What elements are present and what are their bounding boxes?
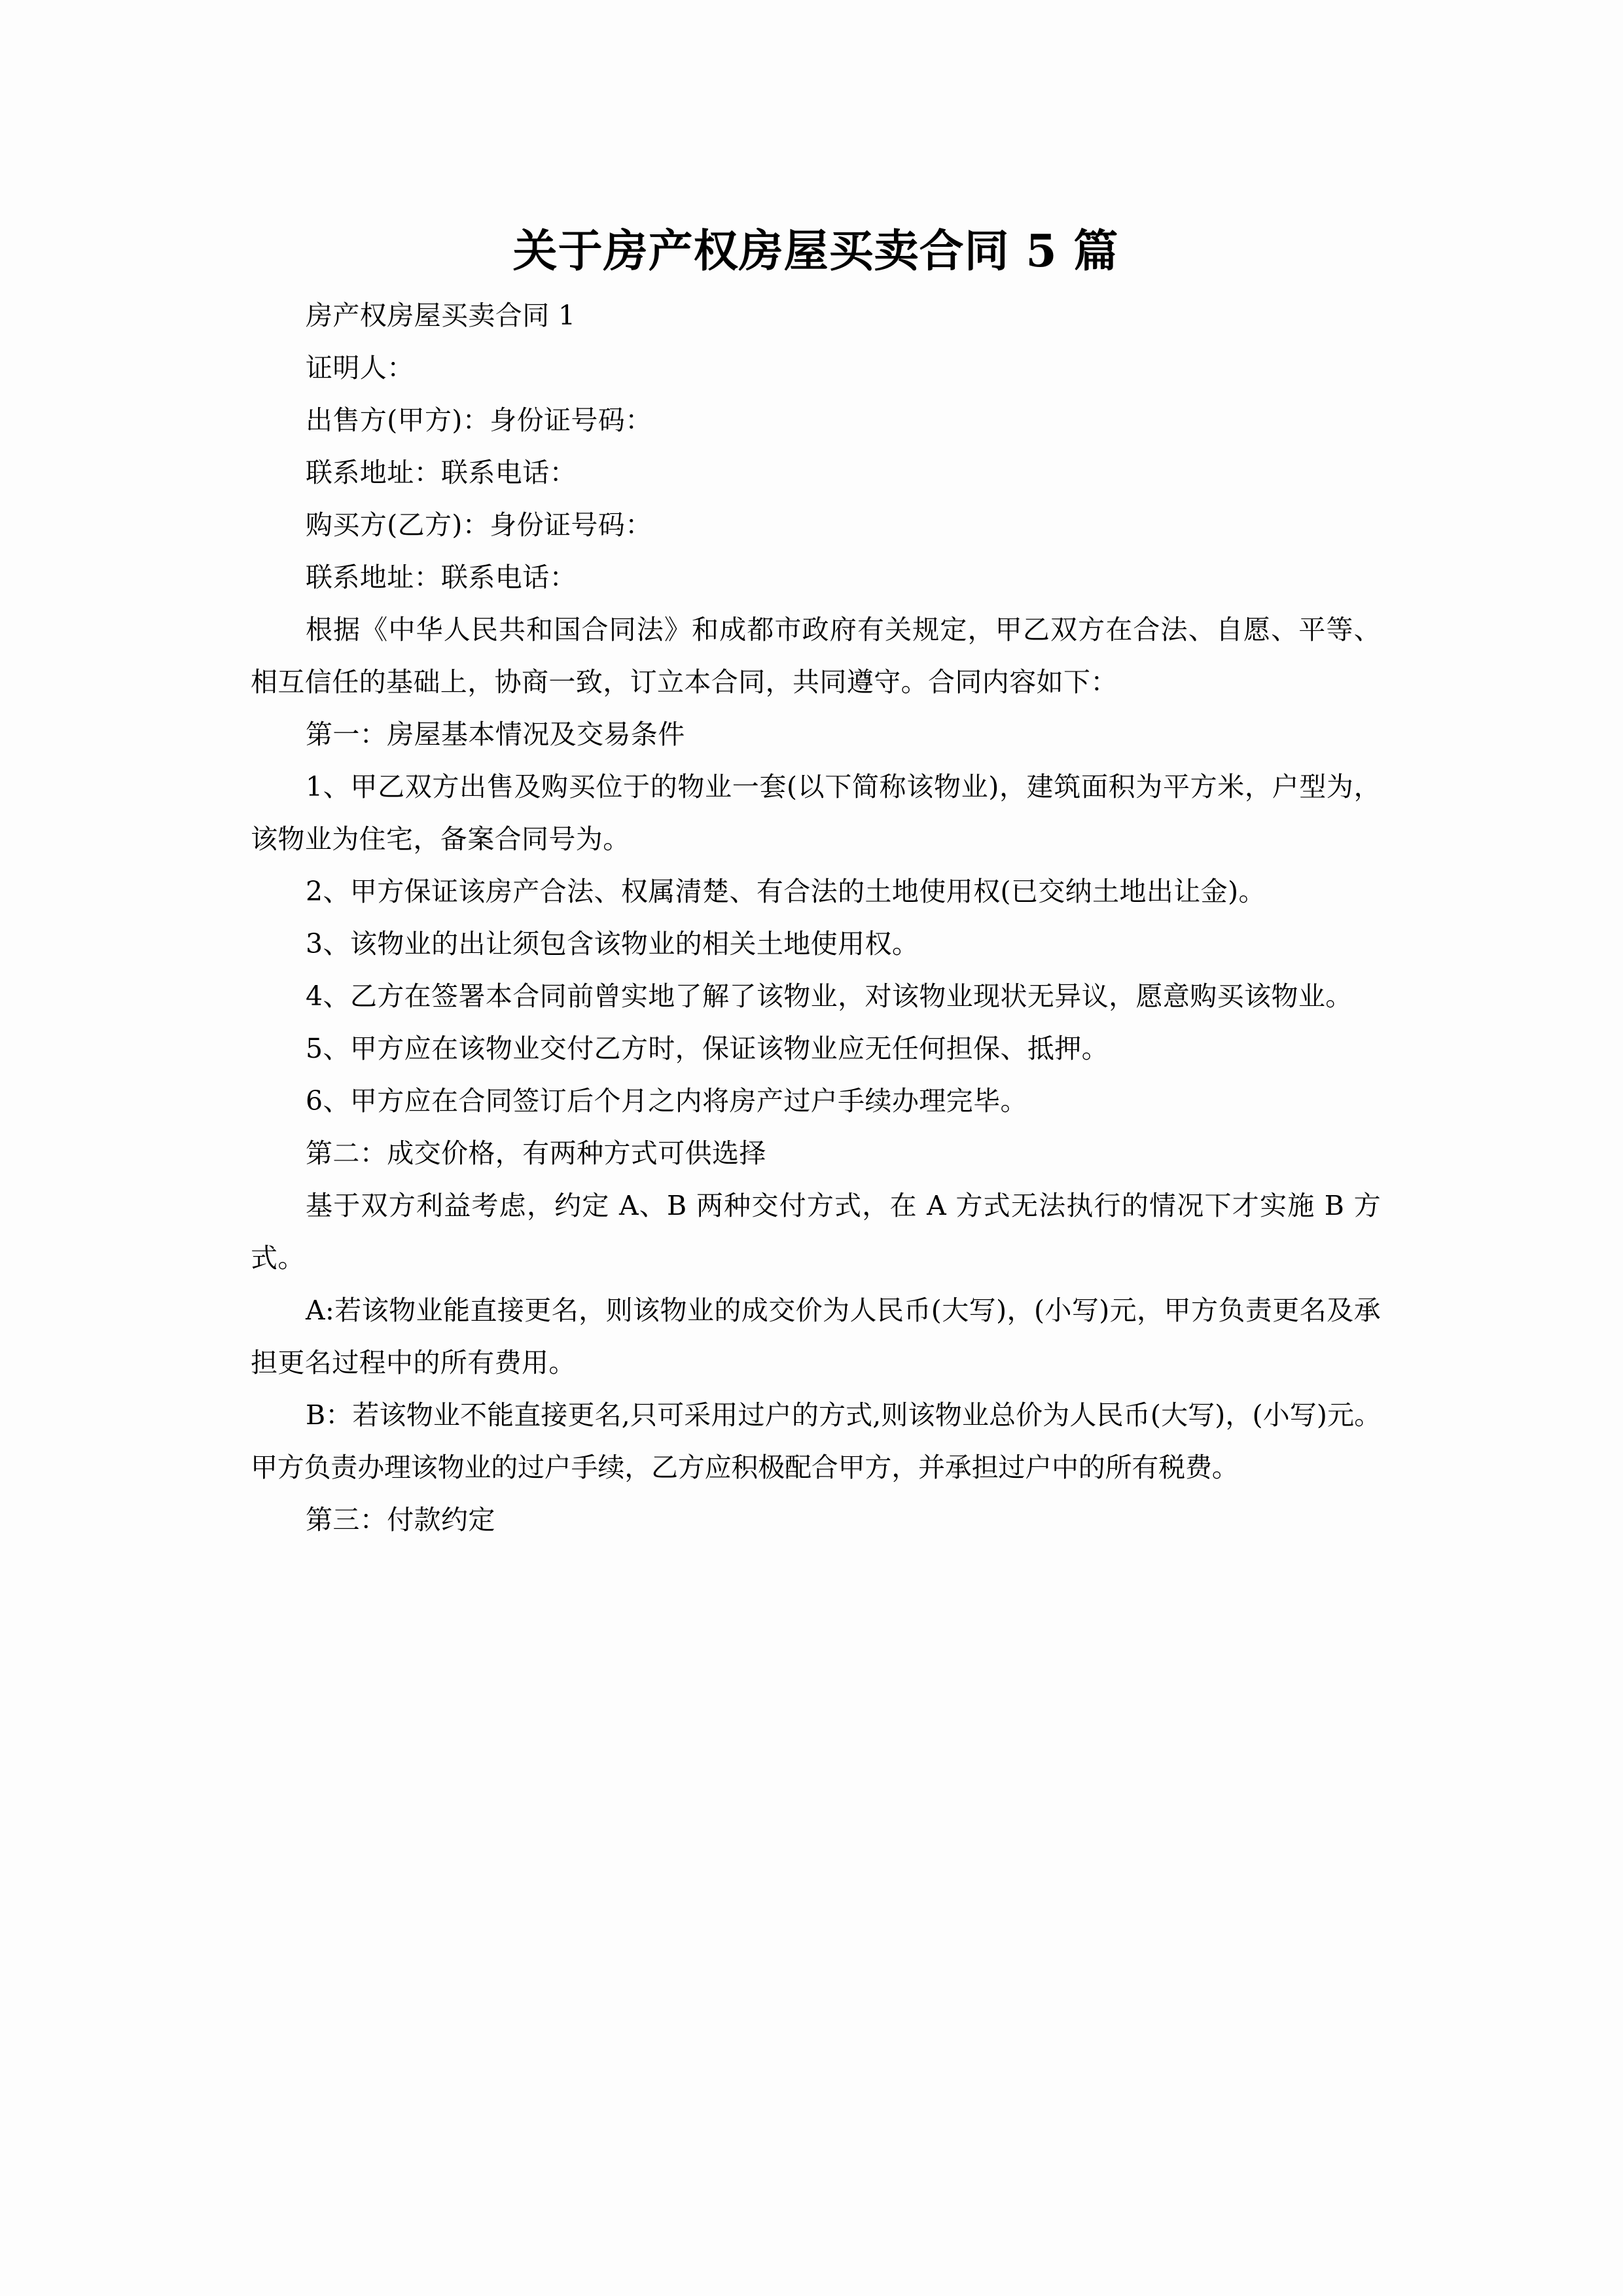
document-body xyxy=(251,289,1381,1546)
clause-item-6: 6、甲方应在合同签订后个月之内将房产过户手续办理完毕。 xyxy=(306,1085,1027,1117)
section-two-intro: 基于双方利益考虑，约定 A、B 两种交付方式，在 A 方式无法执行的情况下才实施 B 方式。 xyxy=(251,1190,1381,1274)
seller-identity-line: 出售方(甲方)：身份证号码： xyxy=(306,404,652,436)
clause-item-2: 2、甲方保证该房产合法、权属清楚、有合法的土地使用权(已交纳土地出让金)。 xyxy=(306,876,1266,907)
page-title: 关于房产权房屋买卖合同 5 篇 xyxy=(512,224,1119,278)
seller-contact-line: 联系地址：联系电话： xyxy=(306,457,577,488)
section-one-heading: 第一：房屋基本情况及交易条件 xyxy=(306,719,685,750)
clause-item-5: 5、甲方应在该物业交付乙方时，保证该物业应无任何担保、抵押。 xyxy=(306,1033,1109,1064)
contract-subtitle: 房产权房屋买卖合同 1 xyxy=(306,300,576,331)
section-two-heading: 第二：成交价格，有两种方式可供选择 xyxy=(306,1138,766,1169)
payment-option-b: B：若该物业不能直接更名,只可采用过户的方式,则该物业总价为人民币(大写)，(小写)元。甲方负责办理该物业的过户手续，乙方应积极配合甲方，并承担过户中的所有税费。 xyxy=(251,1399,1381,1483)
buyer-identity-line: 购买方(乙方)：身份证号码： xyxy=(306,509,652,541)
section-three-heading: 第三：付款约定 xyxy=(306,1504,495,1535)
buyer-contact-line: 联系地址：联系电话： xyxy=(306,562,577,593)
preamble-paragraph: 根据《中华人民共和国合同法》和成都市政府有关规定，甲乙双方在合法、自愿、平等、相互信任的基础上，协商一致，订立本合同，共同遵守。合同内容如下： xyxy=(251,614,1381,698)
witness-line: 证明人： xyxy=(306,352,414,384)
clause-item-4: 4、乙方在签署本合同前曾实地了解了该物业，对该物业现状无异议，愿意购买该物业。 xyxy=(306,980,1353,1012)
clause-item-3: 3、该物业的出让须包含该物业的相关土地使用权。 xyxy=(306,928,919,960)
clause-item-1: 1、甲乙双方出售及购买位于的物业一套(以下简称该物业)，建筑面积为平方米，户型为，该物业为住宅，备案合同号为。 xyxy=(251,771,1381,855)
payment-option-a: A:若该物业能直接更名，则该物业的成交价为人民币(大写)，(小写)元，甲方负责更名及承担更名过程中的所有费用。 xyxy=(251,1295,1381,1378)
